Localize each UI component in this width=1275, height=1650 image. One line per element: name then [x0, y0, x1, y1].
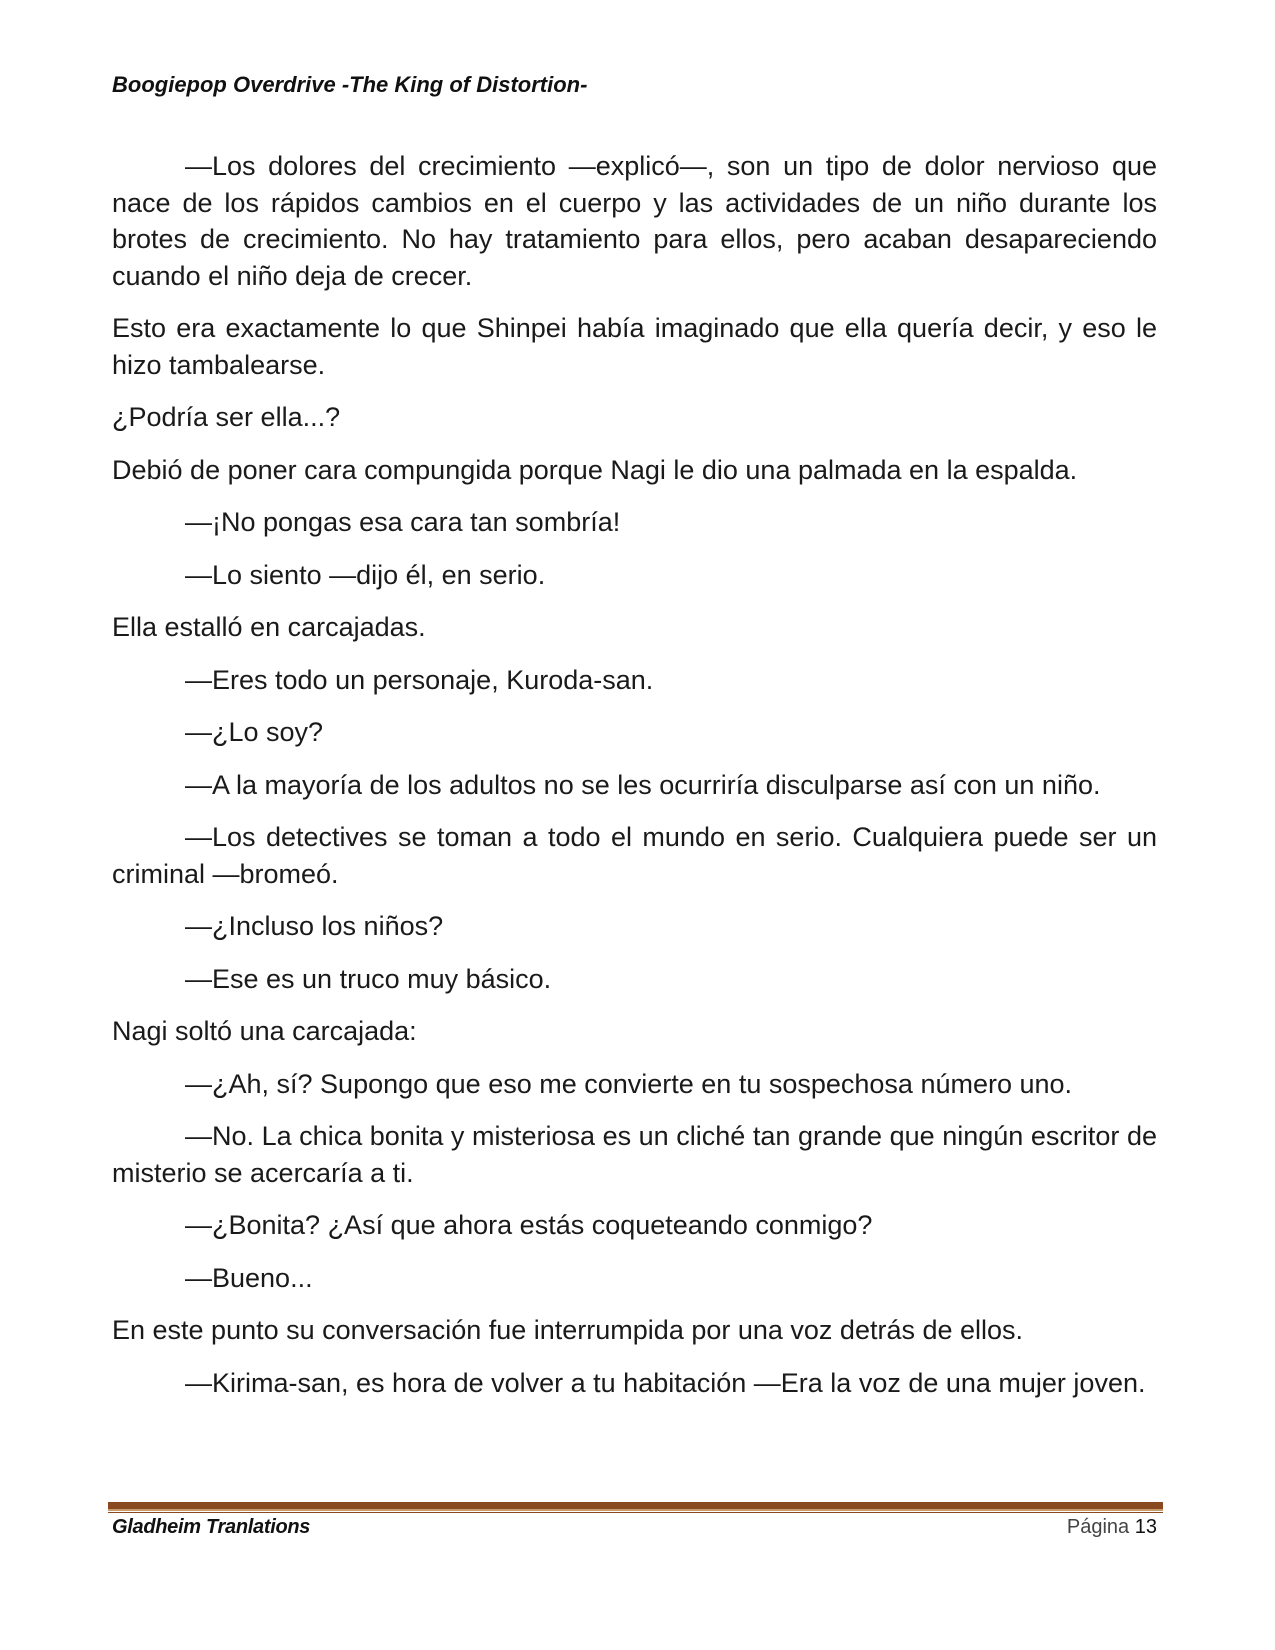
paragraph: —Lo siento —dijo él, en serio.: [185, 559, 546, 590]
paragraph: —Kirima-san, es hora de volver a tu habitación —Era la voz de una mujer joven.: [185, 1367, 1146, 1398]
page-number: 13: [1134, 1516, 1157, 1538]
paragraph: Ella estalló en carcajadas.: [112, 612, 426, 642]
paragraph: —¿Incluso los niños?: [185, 911, 444, 941]
paragraph: Esto era exactamente lo que Shinpei había imaginado que ella quería decir, y eso le hizo tambalearse.: [112, 313, 1157, 380]
body-text: [112, 148, 1157, 1417]
paragraph: —No. La chica bonita y misteriosa es un cliché tan grande que ningún escritor de misterio se acercaría a ti.: [112, 1121, 1157, 1188]
paragraph: —Eres todo un personaje, Kuroda-san.: [185, 664, 654, 695]
paragraph: —¿Lo soy?: [185, 717, 324, 747]
footer-divider: [108, 1502, 1163, 1511]
paragraph: —¿Ah, sí? Supongo que eso me convierte en tu sospechosa número uno.: [185, 1068, 1073, 1099]
page-header-title: Boogiepop Overdrive -The King of Distortion-: [112, 72, 588, 97]
paragraph: —A la mayoría de los adultos no se les ocurriría disculparse así con un niño.: [185, 769, 1101, 800]
paragraph: —¿Bonita? ¿Así que ahora estás coqueteando conmigo?: [185, 1210, 873, 1240]
page-label: Página: [1066, 1516, 1130, 1538]
paragraph: —Ese es un truco muy básico.: [185, 963, 552, 994]
paragraph: Debió de poner cara compungida porque Nagi le dio una palmada en la espalda.: [112, 454, 1078, 485]
footer-divider-thin: [108, 1512, 1163, 1513]
footer-page-indicator: [1067, 1516, 1157, 1539]
footer-publisher: Gladheim Tranlations: [112, 1516, 311, 1538]
paragraph: —Bueno...: [185, 1262, 313, 1293]
paragraph: En este punto su conversación fue interrumpida por una voz detrás de ellos.: [112, 1315, 1024, 1345]
paragraph: Nagi soltó una carcajada:: [112, 1016, 417, 1046]
paragraph: —Los dolores del crecimiento —explicó—, son un tipo de dolor nervioso que nace de los rápidos cambios en el cuerpo y las actividades de un niño durante los brotes de crecimiento. No hay tratamiento para ellos, pero acaban desapareciendo cuando el niño deja de crecer.: [112, 151, 1157, 291]
paragraph: —Los detectives se toman a todo el mundo en serio. Cualquiera puede ser un criminal —bromeó.: [112, 822, 1157, 889]
paragraph: ¿Podría ser ella...?: [112, 402, 341, 432]
paragraph: —¡No pongas esa cara tan sombría!: [185, 507, 621, 537]
